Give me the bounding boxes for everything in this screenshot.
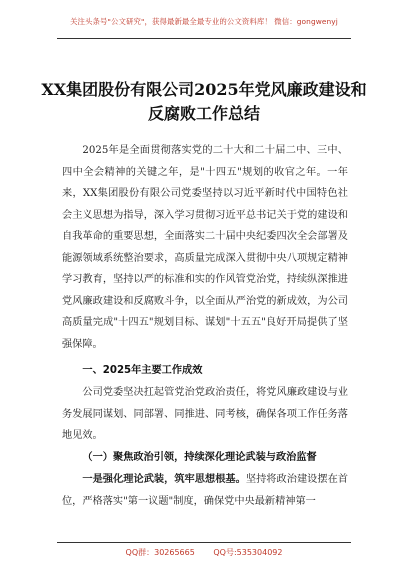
footer-qq-number: QQ号:535304092 [213, 548, 283, 557]
document-title: XX集团股份有限公司2025年党风廉政建设和反腐败工作总结 [41, 80, 367, 123]
body-paragraph-intro: 2025年是全面贯彻落实党的二十大和二十届二中、三中、四中全会精神的关键之年，是"十四五"规划的收官之年。一年来，XX集团股份有限公司党委坚持以习近平新时代中国特色社会主义思想为指导，深入学习贯彻习近平总书记关于党的建设和自我革命的重要思想，全面落实二十届中央纪委四次全会部署及能源领域系统整治要求，高质量完成深入贯彻中央八项规定精神学习教育，坚持以严的标准和实的作风管党治党，持续纵深推进党风廉政建设和反腐败斗争，以全面从严治党的新成效，为公司高质量完成"十四五"规划目标、谋划"十五五"良好开局提供了坚强保障。 [62, 145, 348, 350]
body-paragraph-2: 公司党委坚决扛起管党治党政治责任，将党风廉政建设与业务发展同谋划、同部署、同推进、同考核，确保各项工作任务落地见效。 [62, 387, 348, 441]
footer-contact [0, 547, 408, 558]
subsection-heading: （一）聚焦政治引领，持续深化理论武装与政治监督 [82, 452, 317, 463]
header-divider [57, 38, 351, 39]
footer-divider [57, 542, 351, 543]
footer-qq-group: QQ群：30265665 [125, 548, 195, 557]
paragraph-lead-phrase: 一是强化理论武装，筑牢思想根基。 [82, 474, 246, 485]
paragraph-text: 坚持将政治建设摆在首位，严格落实"第一议题"制度，确保党中央最新精神第一 [62, 474, 348, 507]
header-promo-note: 关注头条号"公文研究"，获得最新最全最专业的公文资料库！ 微信：gongwenyj [70, 17, 338, 26]
section-heading: 一、2025年主要工作成效 [82, 365, 203, 376]
body-paragraph-3 [62, 469, 348, 512]
